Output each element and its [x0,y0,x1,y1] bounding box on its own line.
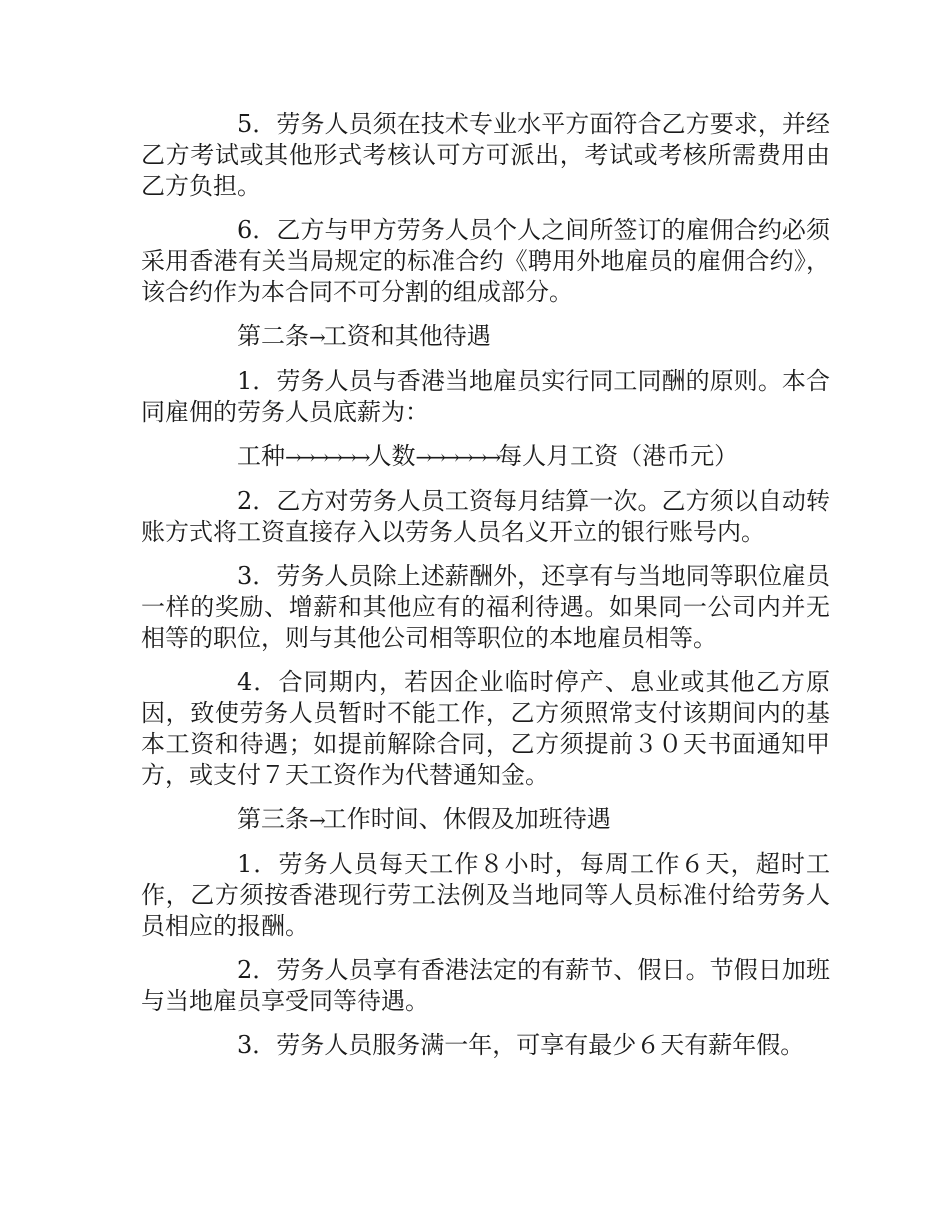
article-2-item-1: 1．劳务人员与香港当地雇员实行同工同酬的原则。本合同雇佣的劳务人员底薪为： [141,367,830,426]
tab-arrow-icon: →→→→→→ [415,445,499,469]
tab-arrow-icon: →→→→→→ [285,445,368,469]
article-3-heading [141,804,830,836]
salary-col-headcount: 人数 [367,442,416,470]
article-2-title: 工资和其他待遇 [322,322,491,350]
article-3-item-3: 3．劳务人员服务满一年，可享有最少６天有薪年假。 [237,1031,805,1059]
clause-6-paragraph: 6．乙方与甲方劳务人员个人之间所签订的雇佣合约必须采用香港有关当局规定的标准合约《聘用外地雇员的雇佣合约》，该合约作为本合同不可分割的组成部分。 [141,216,830,306]
salary-table-header [141,441,830,473]
article-3-item-1: 1．劳务人员每天工作８小时，每周工作６天，超时工作，乙方须按香港现行劳工法例及当地同等人员标准付给劳务人员相应的报酬。 [141,850,830,940]
article-2-label: 第二条 [237,322,309,350]
salary-col-job-type: 工种 [237,442,285,470]
salary-col-monthly-wage: 每人月工资（港币元） [498,442,739,470]
tab-arrow-icon: → [309,325,323,349]
article-3-item-2: 2．劳务人员享有香港法定的有薪节、假日。节假日加班与当地雇员享受同等待遇。 [141,956,830,1015]
article-2-item-4: 4．合同期内，若因企业临时停产、息业或其他乙方原因，致使劳务人员暂时不能工作，乙方须照常支付该期间内的基本工资和待遇；如提前解除合同，乙方须提前３０天书面通知甲方，或支付７天工资作为代替通知金。 [141,668,830,789]
article-2-item-2: 2．乙方对劳务人员工资每月结算一次。乙方须以自动转账方式将工资直接存入以劳务人员名义开立的银行账号内。 [141,487,830,546]
article-3-label: 第三条 [237,805,309,833]
article-3-title: 工作时间、休假及加班待遇 [322,805,611,833]
article-2-item-3: 3．劳务人员除上述薪酬外，还享有与当地同等职位雇员一样的奖励、增薪和其他应有的福利待遇。如果同一公司内并无相等的职位，则与其他公司相等职位的本地雇员相等。 [141,562,830,652]
article-2-heading [141,321,830,353]
clause-5-paragraph: 5．劳务人员须在技术专业水平方面符合乙方要求，并经乙方考试或其他形式考核认可方可派出，考试或考核所需费用由乙方负担。 [141,110,830,200]
tab-arrow-icon: → [309,808,323,832]
